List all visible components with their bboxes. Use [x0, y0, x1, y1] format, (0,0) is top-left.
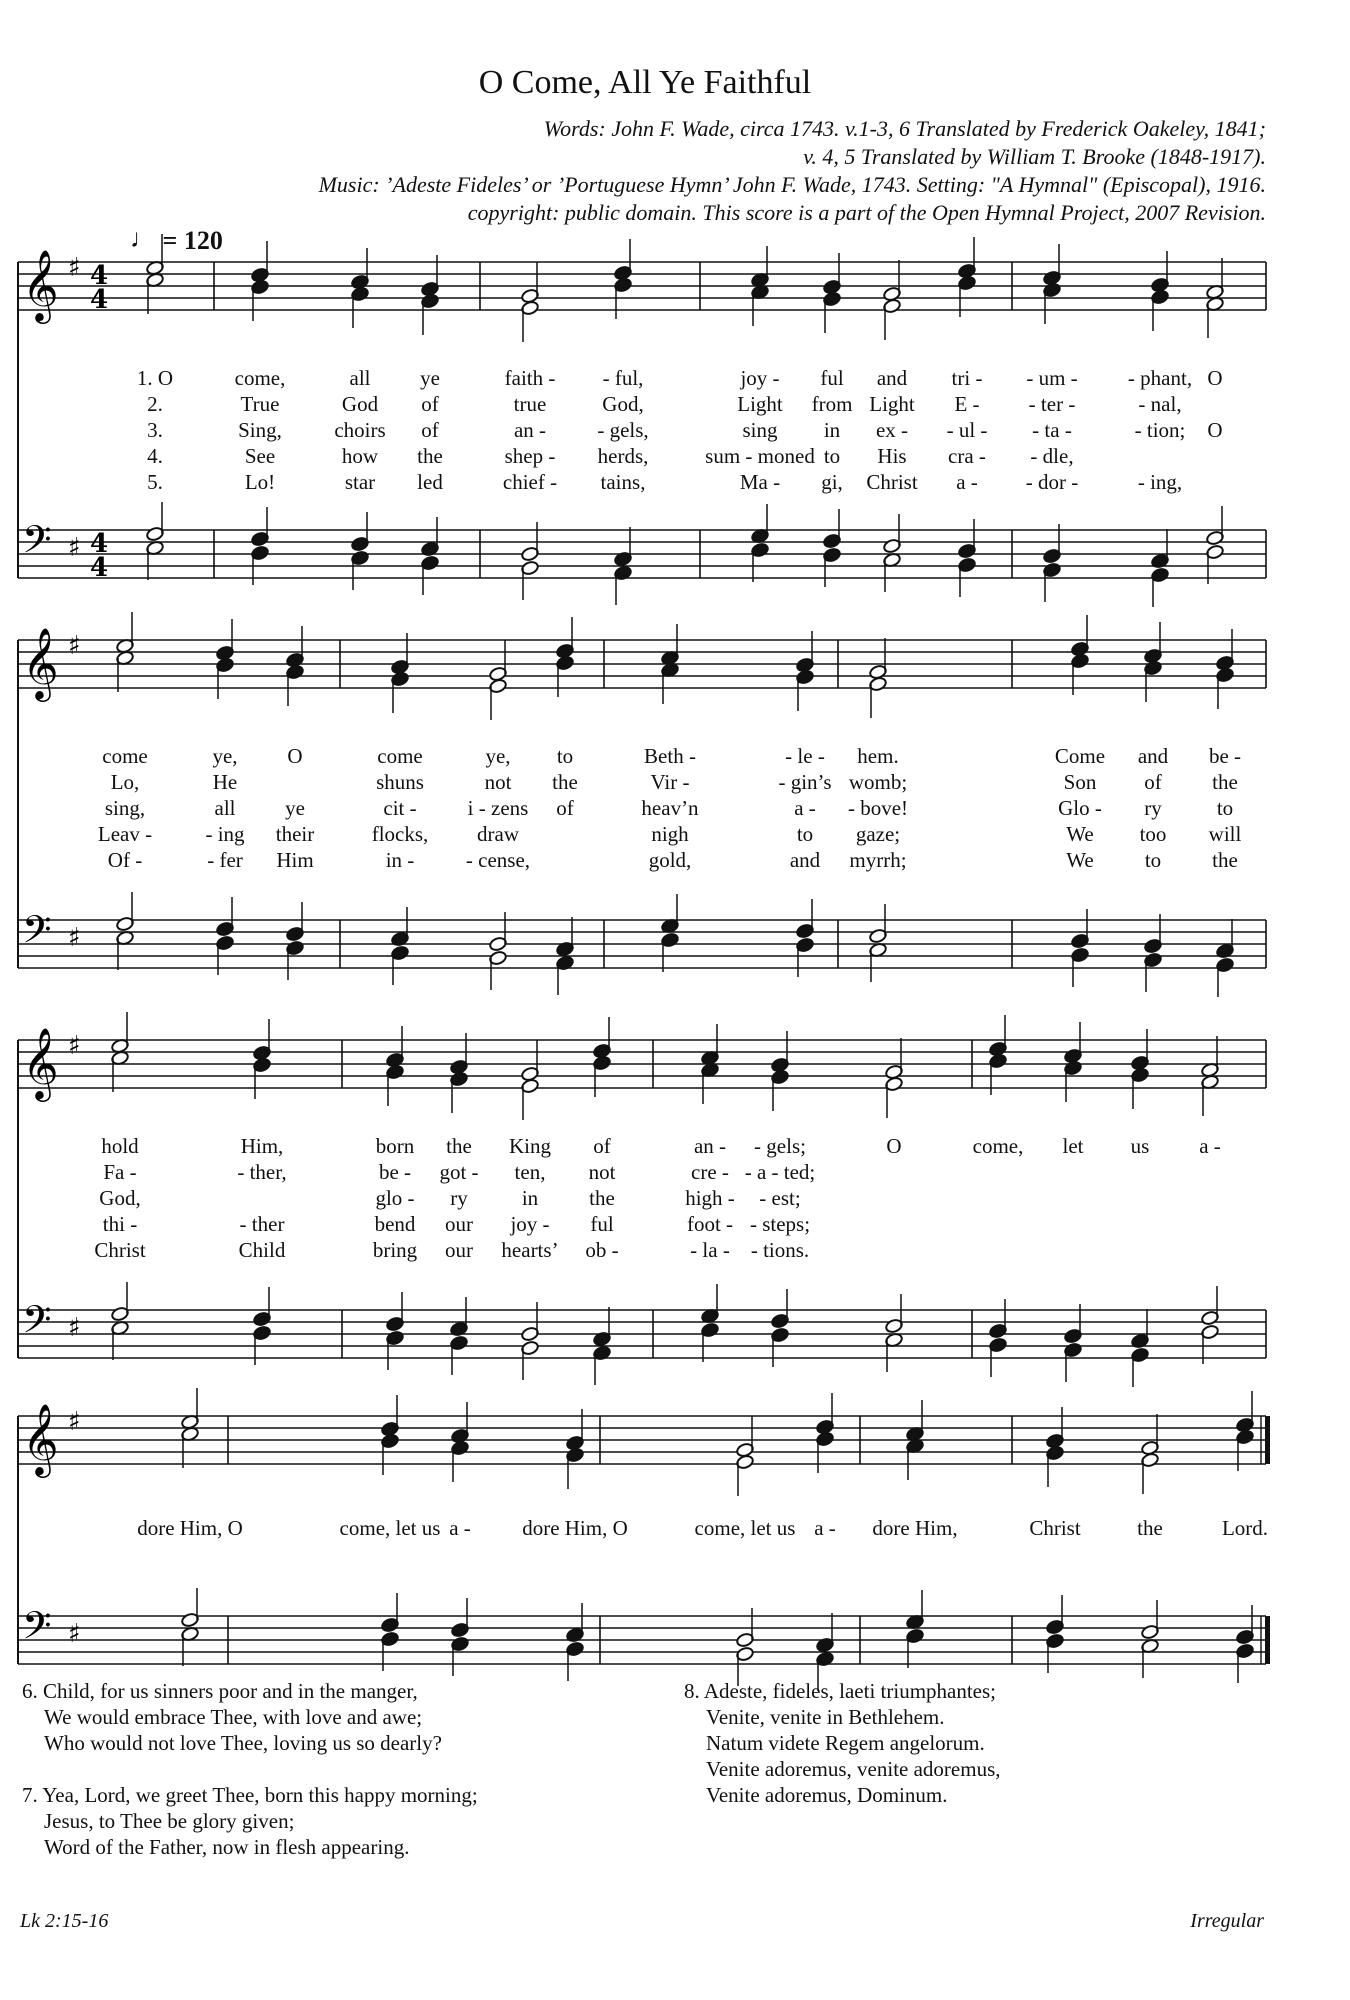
verse-line: Venite adoremus, Dominum. — [706, 1783, 948, 1807]
tempo-value: = 120 — [162, 226, 223, 255]
lyric-syllable: Lo! — [244, 470, 276, 494]
lyric-syllable: Come — [1054, 744, 1106, 768]
lyric-syllable: True — [240, 392, 280, 416]
lyric-syllable: hem. — [857, 744, 899, 768]
lyric-syllable: hold — [101, 1134, 139, 1158]
lyric-syllable: Light — [869, 392, 915, 416]
lyric-syllable: God — [341, 392, 379, 416]
lyric-syllable: and — [876, 366, 908, 390]
lyric-syllable: nigh — [651, 822, 689, 846]
lyric-syllable: - ther, — [237, 1160, 287, 1184]
lyric-syllable: of — [421, 392, 439, 416]
lyric-syllable: ful — [590, 1212, 614, 1236]
lyric-syllable: joy - — [740, 366, 780, 390]
credit-line-words: Words: John F. Wade, circa 1743. v.1-3, 6 Translated by Frederick Oakeley, 1841; — [543, 116, 1266, 141]
lyric-syllable: chief - — [502, 470, 558, 494]
lyric-syllable: to — [556, 744, 574, 768]
lyric-syllable: will — [1208, 822, 1242, 846]
lyric-syllable: in — [823, 418, 841, 442]
bass-staff — [18, 1603, 1266, 1664]
key-sharp-icon: ♯ — [68, 1407, 81, 1437]
lyric-syllable: dore Him, — [872, 1516, 958, 1540]
lyric-syllable: O — [287, 744, 303, 768]
extra-verses-left — [22, 1678, 478, 1860]
lyric-syllable: the — [417, 444, 443, 468]
verse-number: 6. — [22, 1679, 38, 1703]
lyric-syllable: Of - — [107, 848, 143, 872]
verse-line: Yea, Lord, we greet Thee, born this happy morning; — [42, 1783, 478, 1807]
lyric-syllable: the — [446, 1134, 472, 1158]
lyric-syllable: 2. — [147, 392, 163, 416]
lyric-syllable: the — [552, 770, 578, 794]
lyric-syllable: all — [214, 796, 236, 820]
lyric-syllable: ry — [450, 1186, 468, 1210]
lyric-syllable: 3. — [147, 418, 163, 442]
lyric-syllable: - phant, — [1127, 366, 1193, 390]
lyric-syllable: We — [1066, 848, 1094, 872]
lyric-syllable: - tion; — [1134, 418, 1186, 442]
lyric-syllable: sum - moned — [705, 444, 815, 468]
lyric-syllable: - cense, — [465, 848, 531, 872]
lyric-syllable: ten, — [514, 1160, 546, 1184]
lyric-syllable: joy - — [510, 1212, 550, 1236]
lyric-syllable: in - — [385, 848, 415, 872]
lyric-syllable: ye — [420, 366, 440, 390]
lyric-syllable: ob - — [585, 1238, 619, 1262]
lyric-syllable: Ma - — [739, 470, 781, 494]
lyric-syllable: gaze; — [855, 822, 901, 846]
lyric-syllable: to — [823, 444, 841, 468]
lyric-syllable: Son — [1063, 770, 1097, 794]
credit-line-music: Music: ’Adeste Fideles’ or ’Portuguese Hymn’ John F. Wade, 1743. Setting: "A Hymnal" (Episcopal), 1916. — [318, 172, 1266, 197]
lyric-syllable: - gels, — [597, 418, 649, 442]
lyric-syllable: sing, — [104, 796, 146, 820]
lyric-syllable: Fa - — [103, 1160, 137, 1184]
lyric-syllable: faith - — [504, 366, 556, 390]
credit-line-copyright: copyright: public domain. This score is a part of the Open Hymnal Project, 2007 Revision. — [467, 200, 1266, 225]
lyric-syllable: King — [509, 1134, 551, 1158]
treble-clef-icon: 𝄞 — [22, 1402, 59, 1475]
lyric-syllable: star — [344, 470, 376, 494]
lyric-syllable: high - — [685, 1186, 735, 1210]
lyric-syllable: Light — [737, 392, 783, 416]
treble-staff — [18, 1402, 1266, 1478]
lyric-syllable: - gels; — [754, 1134, 806, 1158]
lyric-syllable: - nal, — [1138, 392, 1182, 416]
lyric-syllable: Christ — [866, 470, 918, 494]
lyric-syllable: a - — [956, 470, 978, 494]
lyric-syllable: cre - — [691, 1160, 729, 1184]
lyric-syllable: Glo - — [1058, 796, 1102, 820]
lyric-syllable: dore Him, O — [522, 1516, 628, 1540]
extra-verses-right — [684, 1678, 1001, 1808]
lyric-syllable: a - — [1199, 1134, 1221, 1158]
key-sharp-icon: ♯ — [68, 923, 81, 953]
hymn-title: O Come, All Ye Faithful — [478, 64, 812, 101]
lyric-syllable: Sing, — [238, 418, 282, 442]
lyric-syllable: - ta - — [1032, 418, 1072, 442]
lyric-syllable: foot - — [686, 1212, 734, 1236]
lyric-syllable: shuns — [376, 770, 424, 794]
lyric-syllable: our — [445, 1238, 473, 1262]
lyric-syllable: - ter - — [1028, 392, 1076, 416]
lyric-syllable: Leav - — [97, 822, 153, 846]
lyric-syllable: flocks, — [371, 822, 429, 846]
lyric-syllable: dore Him, O — [137, 1516, 243, 1540]
lyric-syllable: - ing — [205, 822, 245, 846]
lyric-syllable: and — [1137, 744, 1169, 768]
lyric-syllable: - um - — [1026, 366, 1078, 390]
lyric-syllable: too — [1139, 822, 1167, 846]
time-signature-bottom: 4 — [90, 285, 109, 315]
lyric-syllable: us — [1130, 1134, 1150, 1158]
lyric-syllable: - dle, — [1030, 444, 1074, 468]
lyric-syllable: 4. — [147, 444, 163, 468]
lyric-syllable: all — [349, 366, 371, 390]
verse-line: We would embrace Thee, with love and awe; — [44, 1705, 423, 1729]
lyric-syllable: from — [811, 392, 853, 416]
lyric-syllable: Christ — [1029, 1516, 1081, 1540]
time-signature-top: 4 — [90, 529, 109, 559]
lyric-syllable: heav’n — [641, 796, 699, 820]
lyric-syllable: a - — [794, 796, 816, 820]
lyric-syllable: draw — [477, 822, 519, 846]
lyric-syllable: of — [556, 796, 574, 820]
lyric-syllable: their — [275, 822, 315, 846]
lyric-syllable: and — [789, 848, 821, 872]
lyric-syllable: - ing, — [1137, 470, 1183, 494]
lyric-syllable: - tions. — [750, 1238, 810, 1262]
lyric-syllable: Him, — [240, 1134, 284, 1158]
verse-line: Word of the Father, now in flesh appearing. — [44, 1835, 410, 1859]
lyric-syllable: ful — [820, 366, 844, 390]
lyric-syllable: He — [212, 770, 238, 794]
lyric-syllable: come — [102, 744, 148, 768]
lyric-syllable: - fer — [207, 848, 243, 872]
lyric-syllable: Lord. — [1221, 1516, 1269, 1540]
bass-staff — [18, 517, 1266, 583]
lyric-syllable: a - — [814, 1516, 836, 1540]
verse-7 — [22, 1782, 478, 1860]
lyric-syllable: the — [1212, 848, 1238, 872]
lyric-syllable: come, — [972, 1134, 1024, 1158]
lyric-syllable: the — [1137, 1516, 1163, 1540]
lyric-syllable: - bove! — [847, 796, 909, 820]
key-sharp-icon: ♯ — [68, 1313, 81, 1343]
verse-number: 8. — [684, 1679, 700, 1703]
lyric-syllable: come, let us — [694, 1516, 796, 1540]
lyric-syllable: led — [417, 470, 443, 494]
lyric-syllable: hearts’ — [501, 1238, 559, 1262]
lyric-syllable: come, — [234, 366, 286, 390]
lyric-syllable: His — [877, 444, 907, 468]
lyric-syllable: ry — [1144, 796, 1162, 820]
lyric-syllable: an - — [693, 1134, 727, 1158]
lyric-syllable: i - zens — [467, 796, 529, 820]
bass-clef-icon: 𝄢 — [22, 1297, 52, 1351]
lyric-syllable: true — [513, 392, 547, 416]
lyric-syllable: - le - — [785, 744, 825, 768]
lyric-syllable: tri - — [951, 366, 983, 390]
lyric-syllable: come, let us — [339, 1516, 441, 1540]
lyric-syllable: gold, — [648, 848, 692, 872]
lyric-syllable: thi - — [102, 1212, 138, 1236]
verse-line: Natum videte Regem angelorum. — [706, 1731, 985, 1755]
final-barline — [1265, 1616, 1270, 1664]
lyric-syllable: born — [375, 1134, 415, 1158]
lyric-syllable: in — [521, 1186, 539, 1210]
quarter-note-icon: ♩ — [130, 224, 156, 253]
meter-label: Irregular — [1190, 1910, 1264, 1932]
verse-line: Adeste, fideles, laeti triumphantes; — [703, 1679, 997, 1703]
lyric-syllable: to — [1144, 848, 1162, 872]
verse-line: Jesus, to Thee be glory given; — [44, 1809, 295, 1833]
lyric-syllable: cit - — [383, 796, 417, 820]
bass-clef-icon: 𝄢 — [22, 1603, 52, 1657]
lyric-syllable: - ul - — [946, 418, 988, 442]
lyric-syllable: - dor - — [1025, 470, 1079, 494]
verse-8 — [684, 1678, 1001, 1808]
lyric-syllable: Him — [276, 848, 314, 872]
verse-line: Venite adoremus, venite adoremus, — [706, 1757, 1001, 1781]
lyric-syllable: God, — [602, 392, 644, 416]
lyric-syllable: - gin’s — [778, 770, 832, 794]
verse-number: 7. — [22, 1783, 38, 1807]
treble-clef-icon: 𝄞 — [22, 248, 59, 321]
lyric-syllable: O — [886, 1134, 902, 1158]
lyric-syllable: Child — [238, 1238, 286, 1262]
lyric-syllable: not — [484, 770, 512, 794]
lyric-syllable: let — [1062, 1134, 1084, 1158]
lyric-syllable: Beth - — [644, 744, 696, 768]
lyric-syllable: glo - — [375, 1186, 415, 1210]
lyric-syllable: be - — [378, 1160, 412, 1184]
lyric-syllable: God, — [99, 1186, 141, 1210]
verse-6 — [22, 1678, 478, 1756]
lyric-syllable: be - — [1208, 744, 1242, 768]
lyric-syllable: myrrh; — [849, 848, 907, 872]
lyric-syllable: bend — [374, 1212, 416, 1236]
lyric-syllable: - ther — [239, 1212, 285, 1236]
lyric-syllable: how — [341, 444, 379, 468]
lyric-syllable: - la - — [690, 1238, 730, 1262]
lyric-syllable: - steps; — [749, 1212, 811, 1236]
lyric-syllable: the — [1212, 770, 1238, 794]
key-sharp-icon: ♯ — [68, 1619, 81, 1649]
lyric-syllable: got - — [439, 1160, 479, 1184]
lyric-syllable: O — [1207, 418, 1223, 442]
lyric-syllable: - est; — [759, 1186, 801, 1210]
bass-clef-icon: 𝄢 — [22, 907, 52, 961]
key-sharp-icon: ♯ — [68, 533, 81, 563]
lyric-syllable: the — [589, 1186, 615, 1210]
treble-clef-icon: 𝄞 — [22, 626, 59, 699]
treble-clef-icon: 𝄞 — [22, 1026, 59, 1099]
lyric-syllable: an - — [513, 418, 547, 442]
lyric-syllable: O — [1207, 366, 1223, 390]
lyric-syllable: not — [588, 1160, 616, 1184]
lyric-syllable: to — [1216, 796, 1234, 820]
lyric-syllable: E - — [954, 392, 980, 416]
lyric-syllable: of — [421, 418, 439, 442]
lyric-syllable: of — [1144, 770, 1162, 794]
final-barline — [1265, 1416, 1270, 1464]
lyric-syllable: come — [377, 744, 423, 768]
time-signature-top: 4 — [90, 261, 109, 291]
key-sharp-icon: ♯ — [68, 631, 81, 661]
lyric-syllable: tains, — [600, 470, 646, 494]
lyric-syllable: our — [445, 1212, 473, 1236]
lyric-syllable: to — [796, 822, 814, 846]
lyric-syllable: - ful, — [602, 366, 644, 390]
lyric-syllable: Christ — [94, 1238, 146, 1262]
lyric-syllable: womb; — [848, 770, 908, 794]
bass-clef-icon: 𝄢 — [22, 517, 52, 571]
treble-staff — [18, 248, 1266, 324]
lyric-syllable: herds, — [597, 444, 649, 468]
lyric-syllable: of — [593, 1134, 611, 1158]
verse-line: Venite, venite in Bethlehem. — [706, 1705, 945, 1729]
key-sharp-icon: ♯ — [68, 1031, 81, 1061]
lyric-syllable: Vir - — [650, 770, 690, 794]
lyric-syllable: bring — [372, 1238, 418, 1262]
lyric-syllable: cra - — [948, 444, 986, 468]
lyric-syllable: ye — [285, 796, 305, 820]
credit-line-translator: v. 4, 5 Translated by William T. Brooke (1848-1917). — [803, 144, 1266, 169]
lyric-syllable: We — [1066, 822, 1094, 846]
lyric-syllable: 5. — [147, 470, 163, 494]
scripture-reference: Lk 2:15-16 — [20, 1910, 109, 1932]
lyric-syllable: ex - — [875, 418, 909, 442]
lyric-syllable: sing — [742, 418, 778, 442]
lyric-syllable: gi, — [821, 470, 843, 494]
lyric-syllable: a - — [449, 1516, 471, 1540]
lyric-syllable: Lo, — [110, 770, 140, 794]
lyric-syllable: - a - ted; — [744, 1160, 816, 1184]
lyric-syllable: ye, — [485, 744, 511, 768]
lyric-syllable: 1. O — [136, 366, 174, 390]
lyric-syllable: See — [244, 444, 276, 468]
verse-line: Child, for us sinners poor and in the manger, — [43, 1679, 418, 1703]
lyric-syllable: ye, — [212, 744, 238, 768]
key-sharp-icon: ♯ — [68, 253, 81, 283]
lyric-syllable: choirs — [334, 418, 386, 442]
verse-line: Who would not love Thee, loving us so dearly? — [44, 1731, 442, 1755]
lyric-syllable: shep - — [504, 444, 556, 468]
time-signature-bottom: 4 — [90, 553, 109, 583]
